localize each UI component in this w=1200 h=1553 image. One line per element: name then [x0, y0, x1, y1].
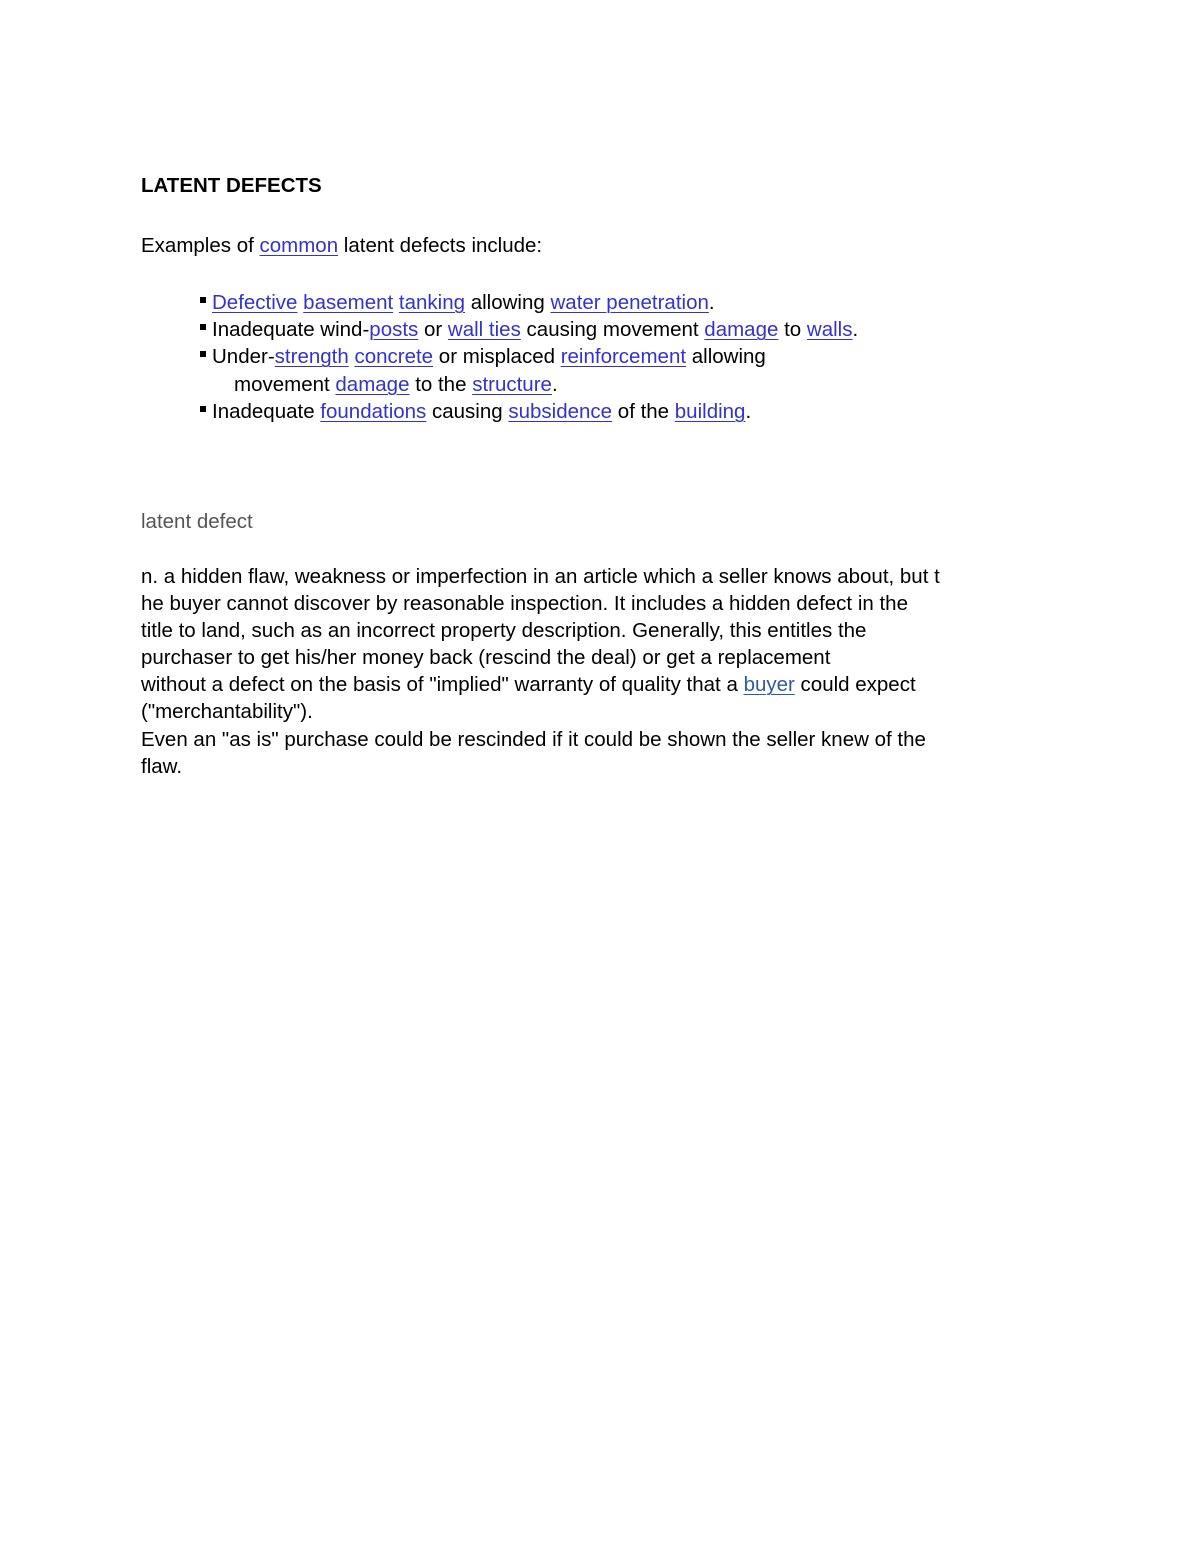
text-span: . — [708, 291, 715, 314]
link-posts[interactable]: posts — [369, 318, 419, 342]
square-bullet-icon — [200, 297, 206, 303]
list-item — [199, 289, 939, 316]
link-basement[interactable]: basement — [303, 291, 394, 314]
text-span: title to land, such as an incorrect property description. Generally, this entitles the — [141, 619, 867, 643]
link-concrete[interactable]: concrete — [354, 345, 434, 369]
link-reinforcement[interactable]: reinforcement — [560, 345, 687, 369]
link-water-penetration[interactable]: water penetration — [550, 291, 709, 314]
text-span: purchaser to get his/her money back (rescind the deal) or get a replacement — [141, 646, 831, 670]
defects-list — [199, 289, 939, 425]
link-defective[interactable]: Defective — [212, 291, 298, 314]
definition-line — [141, 644, 1071, 671]
text-span: Under- — [212, 345, 275, 369]
definition-line — [141, 671, 1071, 698]
text-span: . — [852, 318, 859, 342]
link-wall-ties[interactable]: wall ties — [447, 318, 521, 342]
text-span: ("merchantability"). — [141, 700, 313, 724]
text-span: to — [778, 318, 807, 342]
text-span: Inadequate — [212, 399, 321, 423]
square-bullet-icon — [200, 324, 206, 330]
definition-line — [141, 698, 1071, 725]
text-span: causing — [426, 399, 509, 423]
link-tanking[interactable]: tanking — [398, 291, 466, 314]
square-bullet-icon — [200, 351, 206, 357]
text-span: he buyer cannot discover by reasonable inspection. It includes a hidden defect in the — [141, 592, 908, 616]
list-item-continuation — [212, 371, 939, 398]
term-heading: latent defect — [141, 510, 253, 533]
definition-line — [141, 590, 1071, 617]
definition-line — [141, 563, 1071, 590]
definition-paragraph — [141, 563, 1071, 780]
link-common[interactable]: common — [259, 234, 339, 257]
text-span: . — [551, 372, 558, 396]
text-span: n. a hidden flaw, weakness or imperfection in an article which a seller knows about, but t — [141, 565, 940, 588]
link-subsidence[interactable]: subsidence — [508, 399, 613, 423]
intro-prefix: Examples of — [141, 234, 260, 257]
text-span: allowing — [465, 291, 551, 314]
text-span: flaw. — [141, 754, 183, 778]
link-foundations[interactable]: foundations — [320, 399, 427, 423]
intro-paragraph — [141, 234, 542, 258]
list-item-text — [212, 291, 715, 314]
text-span: . — [745, 399, 752, 423]
text-span: or misplaced — [433, 345, 561, 369]
text-span: without a defect on the basis of "implied" warranty of quality that a — [141, 673, 744, 697]
link-building[interactable]: building — [674, 399, 746, 423]
square-bullet-icon — [200, 406, 206, 412]
link-walls[interactable]: walls — [806, 318, 853, 342]
link-buyer[interactable]: buyer — [743, 673, 795, 697]
text-span: causing movement — [520, 318, 705, 342]
text-span: could expect — [794, 673, 916, 697]
definition-line — [141, 726, 1071, 753]
link-damage[interactable]: damage — [335, 372, 410, 396]
list-item — [199, 343, 939, 397]
list-item-text — [212, 400, 751, 423]
definition-line — [141, 617, 1071, 644]
text-span: or — [418, 318, 448, 342]
text-span: movement — [234, 372, 336, 396]
definition-line — [141, 753, 1071, 780]
text-span: Inadequate wind- — [212, 318, 370, 342]
list-item — [199, 316, 939, 343]
document-title: LATENT DEFECTS — [141, 174, 322, 197]
list-item-text — [212, 318, 858, 341]
text-span: Even an "as is" purchase could be rescinded if it could be shown the seller knew of the — [141, 727, 926, 751]
link-damage[interactable]: damage — [704, 318, 779, 342]
link-structure[interactable]: structure — [472, 372, 552, 396]
text-span: of the — [612, 399, 675, 423]
text-span: allowing — [686, 345, 766, 369]
list-item — [199, 398, 939, 425]
text-span: to the — [409, 372, 473, 396]
intro-suffix: latent defects include: — [338, 234, 543, 257]
link-strength[interactable]: strength — [274, 345, 349, 369]
list-item-text — [212, 345, 766, 368]
